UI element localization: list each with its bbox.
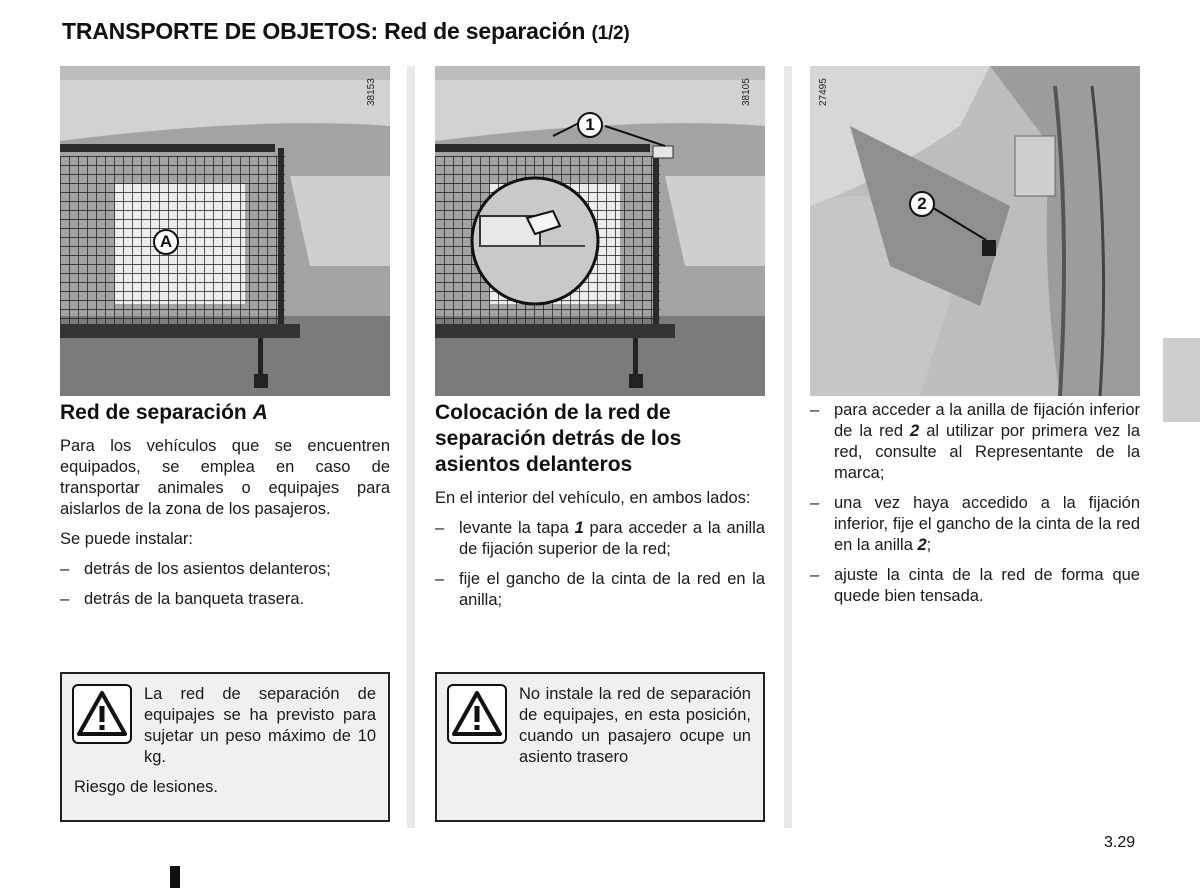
warning-text: La red de separación de equipajes se ha previsto para sujetar un peso máximo de 10 kg.: [144, 685, 376, 766]
paragraph: En el interior del vehículo, en ambos lados:: [435, 489, 751, 507]
list-item: – fije el gancho de la cinta de la red en la anilla;: [435, 569, 765, 611]
list-item: – detrás de la banqueta trasera.: [60, 589, 390, 610]
page-title-main: TRANSPORTE DE OBJETOS: Red de separación: [62, 18, 586, 44]
column-3: [810, 400, 1140, 616]
bullet-list: [60, 559, 390, 610]
column-divider: [784, 66, 792, 828]
photo-code: 27495: [818, 78, 829, 106]
bullet-list: [435, 518, 765, 611]
paragraph: Para los vehículos que se encuentren equipados, se emplea en caso de transportar animales o equipajes para aislarlos de la zona de los pasajeros.: [60, 437, 390, 518]
column-2: [435, 400, 765, 620]
section-heading: Colocación de la red de separación detrás de los asientos delanteros: [435, 401, 682, 476]
photo-code: 38153: [366, 78, 377, 106]
callout-1: 1: [577, 112, 603, 138]
list-item: – ajuste la cinta de la red de forma que quede bien tensada.: [810, 565, 1140, 607]
warning-footer: Riesgo de lesiones.: [74, 778, 219, 796]
lower-anchor-illustration: [810, 66, 1140, 396]
photo-code: 38105: [741, 78, 752, 106]
column-divider: [407, 66, 415, 828]
callout-2: 2: [909, 191, 935, 217]
bullet-list: [810, 400, 1140, 607]
list-item: – una vez haya accedido a la fijación inferior, fije el gancho de la cinta de la red en la anilla 2;: [810, 493, 1140, 556]
warning-box: [60, 672, 390, 822]
crop-mark: [170, 866, 180, 888]
warning-triangle-icon: [72, 684, 132, 744]
column-1: [60, 400, 390, 619]
list-item: – para acceder a la anilla de fijación inferior de la red 2 al utilizar por primera vez la red, consulte al Representante de la marca;: [810, 400, 1140, 484]
section-tab: [1163, 338, 1200, 422]
section-heading: Red de separación A: [60, 401, 268, 424]
warning-text: No instale la red de separación de equipajes, en esta posición, cuando un pasajero ocupe un asiento trasero: [519, 685, 751, 766]
page-title-subtitle: (1/2): [591, 23, 630, 44]
paragraph: Se puede instalar:: [60, 530, 194, 548]
photo-upper-anchor: [435, 66, 765, 396]
photo-cargo-net: [60, 66, 390, 396]
cargo-net-illustration: [60, 66, 390, 396]
callout-A: A: [153, 229, 179, 255]
page-title: [62, 18, 630, 45]
warning-triangle-icon: [447, 684, 507, 744]
photo-lower-anchor: [810, 66, 1140, 396]
warning-box: [435, 672, 765, 822]
list-item: – detrás de los asientos delanteros;: [60, 559, 390, 580]
page-number: 3.29: [1104, 834, 1136, 851]
list-item: – levante la tapa 1 para acceder a la anilla de fijación superior de la red;: [435, 518, 765, 560]
upper-anchor-illustration: [435, 66, 765, 396]
